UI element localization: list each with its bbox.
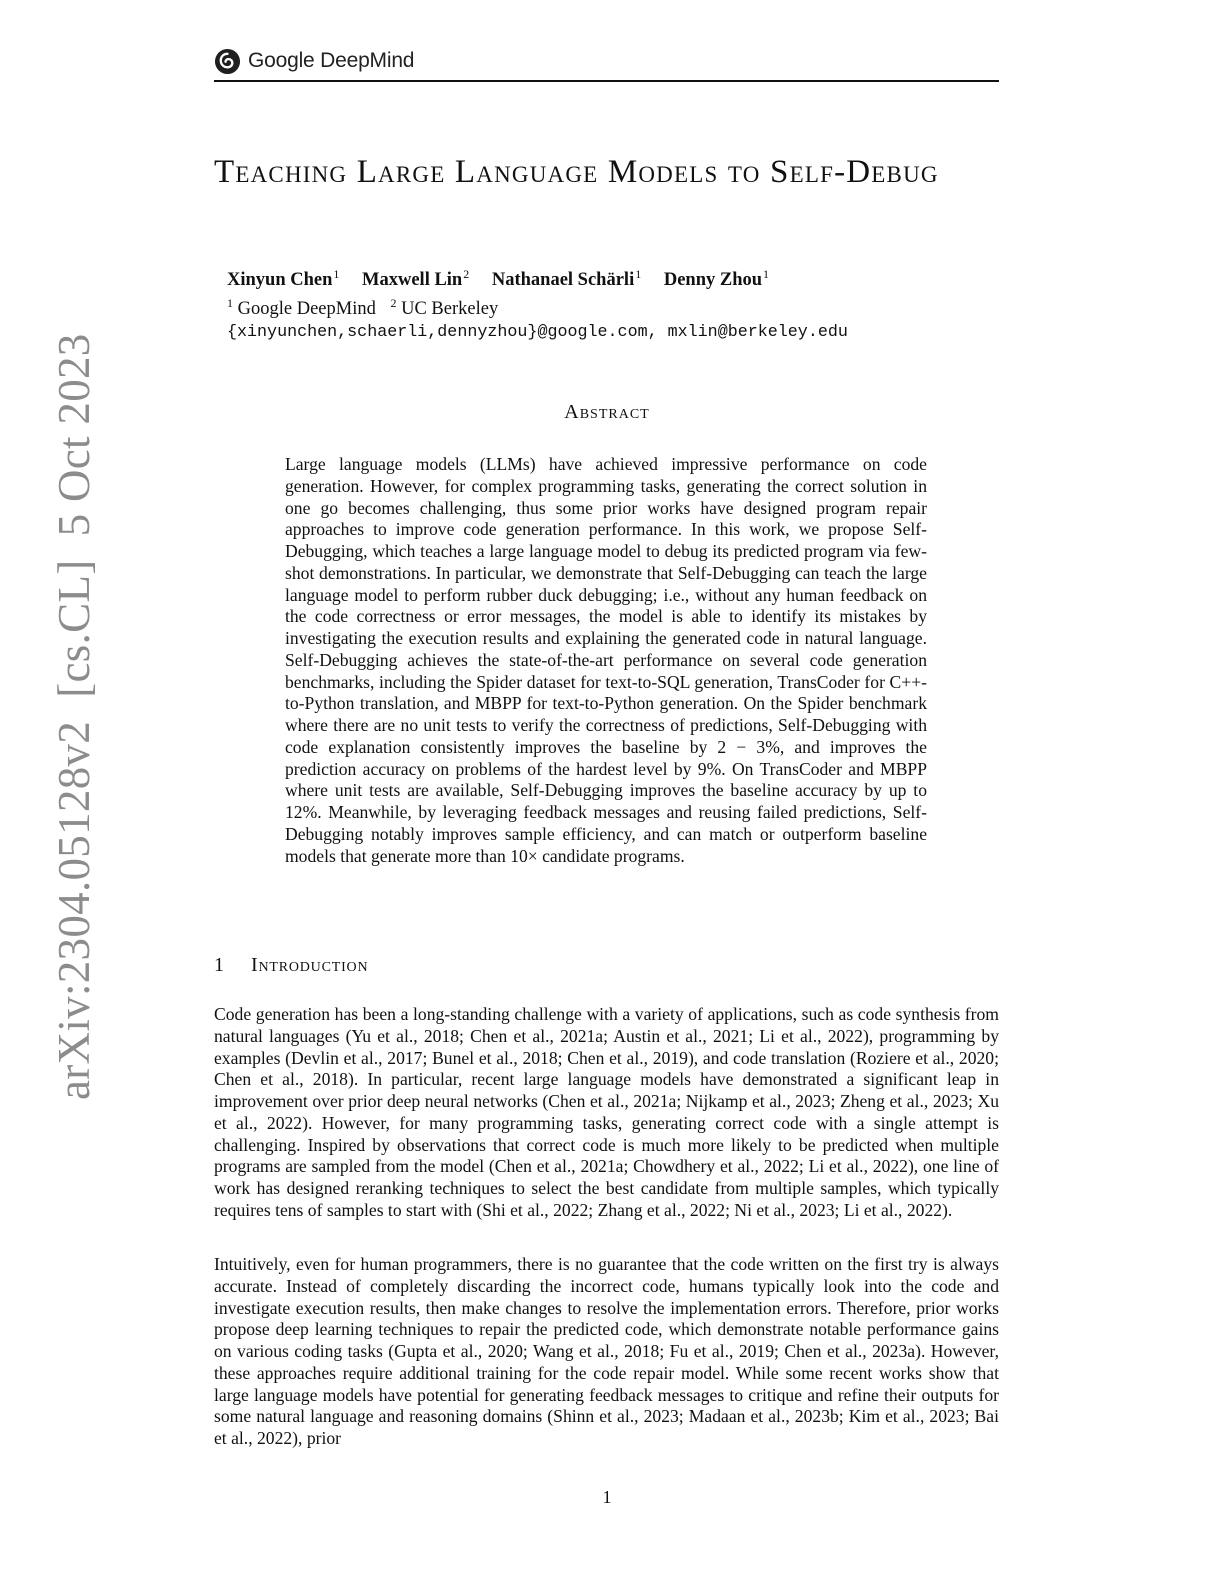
arxiv-stamp: arXiv:2304.05128v2 [cs.CL] 5 Oct 2023	[49, 333, 99, 1100]
page-header	[214, 46, 999, 82]
affiliation: $^1$ Google DeepMind	[227, 296, 376, 320]
affiliation: $^2$ UC Berkeley	[390, 296, 499, 320]
paper-title: Teaching Large Language Models to Self-Debug	[214, 154, 939, 190]
author: Nathanael Schärli$^1$	[491, 267, 642, 291]
deepmind-logo-icon	[214, 48, 241, 75]
abstract-heading: Abstract	[564, 401, 650, 423]
section-heading	[214, 954, 368, 977]
abstract-text: Large language models (LLMs) have achieved impressive performance on code generation. However, for complex programming tasks, generating the correct solution in one go becomes challenging, thus some prior works have designed program repair approaches to improve code generation performance. In this work, we propose Self-Debugging, which teaches a large language model to debug its predicted program via few-shot demonstrations. In particular, we demonstrate that Self-Debugging can teach the large language model to perform rubber duck debugging; i.e., without any human feedback on the code correctness or error messages, the model is able to identify its mistakes by investigating the execution results and explaining the generated code in natural language. Self-Debugging achieves the state-of-the-art performance on several code generation benchmarks, including the Spider dataset for text-to-SQL generation, TransCoder for C++-to-Python translation, and MBPP for text-to-Python generation. On the Spider benchmark where there are no unit tests to verify the correctness of predictions, Self-Debugging with code explanation consistently improves the baseline by 2 − 3%, and improves the prediction accuracy on problems of the hardest level by 9%. On TransCoder and MBPP where unit tests are available, Self-Debugging improves the baseline accuracy by up to 12%. Meanwhile, by leveraging feedback messages and reusing failed predictions, Self-Debugging notably improves sample efficiency, and can match or outperform baseline models that generate more than 10× candidate programs.	[285, 454, 927, 866]
section-number: 1	[214, 954, 224, 976]
page-number: 1	[602, 1487, 612, 1507]
author-list	[227, 267, 787, 291]
author: Denny Zhou$^1$	[663, 267, 770, 291]
body-paragraph: Intuitively, even for human programmers, there is no guarantee that the code written on the first try is always accurate. Instead of completely discarding the incorrect code, humans typically look into the code and investigate execution results, then make changes to resolve the implementation errors. Therefore, prior works propose deep learning techniques to repair the predicted code, which demonstrate notable performance gains on various coding tasks (Gupta et al., 2020; Wang et al., 2018; Fu et al., 2019; Chen et al., 2023a). However, these approaches require additional training for the code repair model. While some recent works show that large language models have potential for generating feedback messages to critique and refine their outputs for some natural language and reasoning domains (Shinn et al., 2023; Madaan et al., 2023b; Kim et al., 2023; Bai et al., 2022), prior	[214, 1254, 999, 1448]
author: Maxwell Lin$^2$	[362, 267, 470, 291]
affiliations	[227, 296, 498, 320]
author: Xinyun Chen$^1$	[227, 267, 340, 291]
section-title: Introduction	[251, 954, 369, 976]
body-paragraph: Code generation has been a long-standing challenge with a variety of applications, such as code synthesis from natural languages (Yu et al., 2018; Chen et al., 2021a; Austin et al., 2021; Li et al., 2022), programming by examples (Devlin et al., 2017; Bunel et al., 2018; Chen et al., 2019), and code translation (Roziere et al., 2020; Chen et al., 2018). In particular, recent large language models have demonstrated a significant leap in improvement over prior deep neural networks (Chen et al., 2021a; Nijkamp et al., 2023; Zheng et al., 2023; Xu et al., 2022). However, for many programming tasks, generating correct code with a single attempt is challenging. Inspired by observations that correct code is much more likely to be predicted when multiple programs are sampled from the model (Chen et al., 2021a; Chowdhery et al., 2022; Li et al., 2022), one line of work has designed reranking techniques to select the best candidate from multiple samples, which typically requires tens of samples to start with (Shi et al., 2022; Zhang et al., 2022; Ni et al., 2023; Li et al., 2022).	[214, 1004, 999, 1220]
logo-text: Google DeepMind	[248, 49, 415, 72]
author-emails: {xinyunchen,schaerli,dennyzhou}@google.com, mxlin@berkeley.edu	[227, 323, 848, 342]
